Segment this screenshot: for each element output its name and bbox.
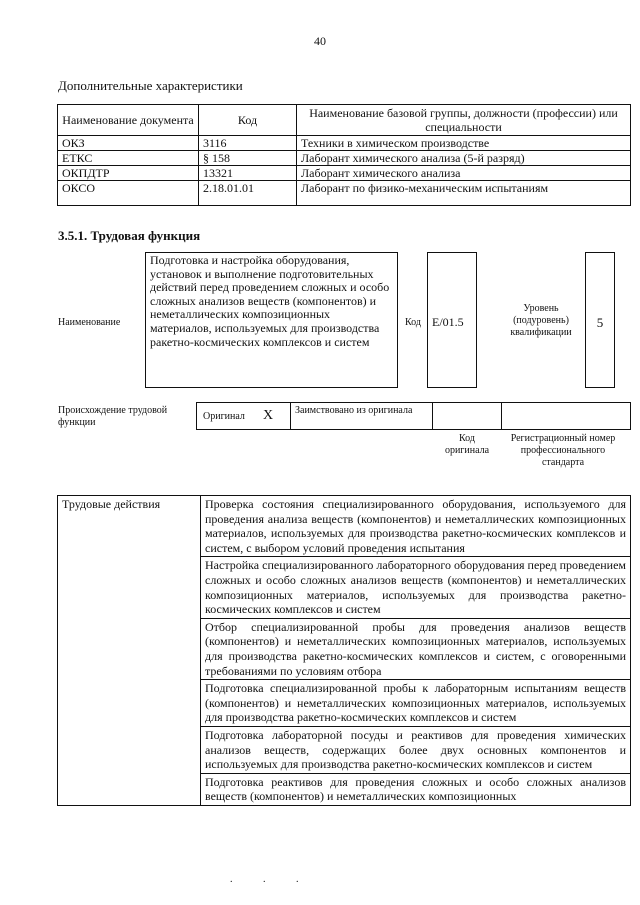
table-row	[58, 166, 631, 181]
original-code-caption: Код оригинала	[444, 433, 490, 456]
qualification-level-box: 5	[585, 252, 615, 388]
cell-document: ЕТКС	[58, 151, 199, 166]
additional-characteristics-title: Дополнительные характеристики	[58, 78, 243, 93]
original-code-box	[432, 402, 502, 430]
cell-group: Лаборант химического анализа (5-й разряд)	[297, 151, 631, 166]
cell-code: 13321	[199, 166, 297, 181]
cell-document: ОКСО	[58, 181, 199, 206]
action-item: Подготовка специализированной пробы к лабораторным испытаниям веществ (компонентов) и неметаллических композиционных материалов, используемых для производства ракетно-космических комплексов и систем	[201, 680, 631, 727]
table-row	[58, 496, 631, 557]
borrowed-box: Заимствовано из оригинала	[290, 402, 433, 430]
header-code: Код	[199, 105, 297, 136]
header-document: Наименование документа	[58, 105, 199, 136]
original-label: Оригинал	[203, 411, 245, 422]
action-item: Подготовка реактивов для проведения сложных и особо сложных анализов веществ (компонентов) и неметаллических композиционных	[201, 773, 631, 805]
original-mark: X	[263, 408, 274, 423]
cell-document: ОКЗ	[58, 136, 199, 151]
cell-code: 3116	[199, 136, 297, 151]
action-item: Подготовка лабораторной посуды и реактивов для проведения химических анализов веществ, содержащих более двух основных компонентов и используемых для производства ракетно-космических комплексов и систем	[201, 726, 631, 773]
cell-code: 2.18.01.01	[199, 181, 297, 206]
header-group: Наименование базовой группы, должности (профессии) или специальности	[297, 105, 631, 136]
labor-actions-label: Трудовые действия	[58, 496, 201, 806]
action-item: Отбор специализированной пробы для проведения анализов веществ (компонентов) и неметаллических композиционных материалов, используемых для производства ракетно-космических комплексов и систем, с оговоренными требованиями по условиям отбора	[201, 618, 631, 679]
characteristics-table	[57, 104, 631, 206]
cell-code: § 158	[199, 151, 297, 166]
table-row	[58, 181, 631, 206]
labor-function-heading: 3.5.1. Трудовая функция	[58, 228, 201, 243]
cell-group: Лаборант химического анализа	[297, 166, 631, 181]
function-name-box: Подготовка и настройка оборудования, установок и выполнение подготовительных действий перед проведением сложных и особо сложных анализов веществ (компонентов) и неметаллических композиционных материалов, используемых для производства ракетно-космических комплексов и систем	[145, 252, 398, 388]
action-item: Настройка специализированного лабораторного оборудования перед проведением сложных и особо сложных анализов веществ (компонентов) и неметаллических композиционных материалов, используемых для производства ракетно-космических комплексов и систем	[201, 557, 631, 618]
action-item: Проверка состояния специализированного оборудования, используемого для проведения анализа веществ (компонентов) и неметаллических композиционных материалов, используемых для производства ракетно-космических комплексов и систем, с выбором условий проведения испытания	[201, 496, 631, 557]
cell-group: Лаборант по физико-механическим испытаниям	[297, 181, 631, 206]
table-row	[58, 151, 631, 166]
function-code-box: E/01.5	[427, 252, 477, 388]
labor-actions-table	[57, 495, 631, 806]
original-box	[196, 402, 291, 430]
code-label: Код	[405, 317, 421, 328]
origin-label: Происхождение трудовой функции	[58, 405, 168, 428]
qualification-level-label: Уровень (подуровень) квалификации	[510, 303, 572, 338]
footer-marks: . . .	[230, 874, 313, 885]
cell-document: ОКПДТР	[58, 166, 199, 181]
registration-number-caption: Регистрационный номер профессионального стандарта	[510, 433, 616, 468]
page-number: 40	[314, 34, 326, 48]
name-label: Наименование	[58, 317, 121, 328]
cell-group: Техники в химическом производстве	[297, 136, 631, 151]
characteristics-header-row	[58, 105, 631, 136]
table-row	[58, 136, 631, 151]
registration-number-box	[501, 402, 631, 430]
